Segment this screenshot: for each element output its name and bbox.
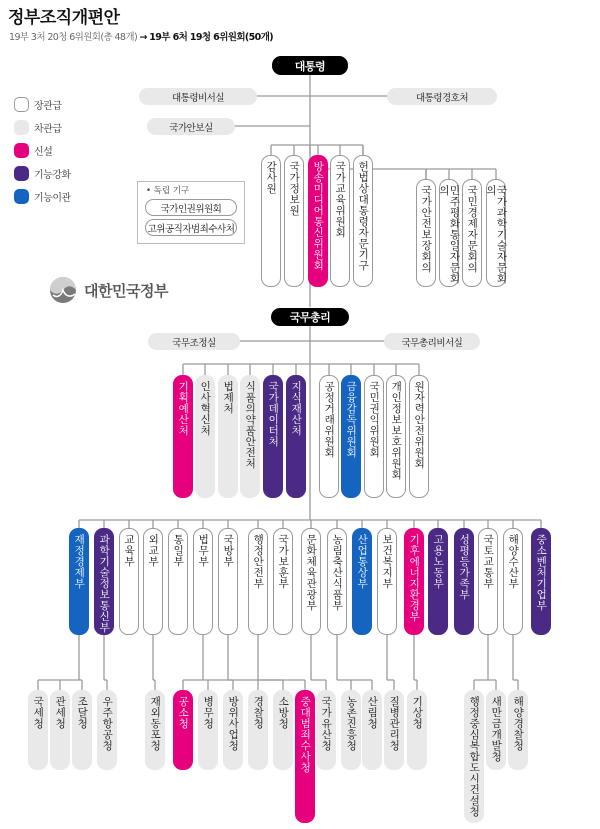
staff-presidential-security-service: 대통령경호처	[387, 88, 497, 105]
pm-org	[218, 375, 238, 498]
agency	[486, 690, 506, 770]
agency-label: 공소청	[177, 696, 190, 729]
ministry	[119, 528, 139, 635]
legend-label: 기능강화	[34, 170, 71, 181]
ministry	[193, 528, 213, 635]
agency-label: 재외동포청	[149, 696, 162, 751]
agency	[341, 690, 361, 770]
agency-label: 해양경찰청	[512, 696, 525, 751]
agency-label: 중대범죄수사청	[299, 696, 312, 773]
agency-label: 행정중심복합도시건설청	[468, 696, 481, 817]
legend-label: 차관급	[34, 124, 62, 135]
prime-minister-box: 국무총리	[271, 308, 349, 326]
agency	[223, 690, 243, 770]
president-org	[486, 179, 506, 287]
ministry-label: 법무부	[197, 534, 210, 567]
ministry	[454, 528, 474, 635]
logo-wordmark: 대한민국정부	[84, 281, 168, 300]
agency	[50, 690, 70, 770]
pm-org	[173, 375, 193, 498]
ministry	[352, 528, 372, 635]
ministry-label: 재정경제부	[73, 534, 86, 589]
ministry	[327, 528, 347, 635]
ministry	[273, 528, 293, 635]
president-org-label: 국가과학기술자문회의	[485, 185, 508, 284]
pm-org	[364, 375, 384, 498]
ministry	[94, 528, 114, 635]
pm-org	[341, 375, 361, 498]
president-org	[416, 179, 436, 287]
ministry	[69, 528, 89, 635]
pm-org	[319, 375, 339, 498]
ministry-label: 성평등가족부	[458, 534, 471, 600]
ministry-label: 과학기술정보통신부	[98, 534, 111, 633]
ministry	[143, 528, 163, 635]
agency-label: 경찰청	[252, 696, 265, 729]
government-emblem-icon	[48, 275, 78, 305]
ministry-label: 국토교통부	[482, 534, 495, 589]
ministry	[218, 528, 238, 635]
staff-office-for-government-policy-coordination: 국무조정실	[148, 333, 240, 350]
president-org	[284, 155, 304, 287]
president-org	[308, 155, 328, 287]
president-org-label: 국가안전보장회의	[420, 185, 433, 273]
independent-agency: 국가인권위원회	[145, 199, 237, 216]
agency-label: 농촌진흥청	[345, 696, 358, 751]
agency-label: 관세청	[54, 696, 67, 729]
ministry	[301, 528, 321, 635]
agency	[407, 690, 427, 770]
ministry-label: 국가보훈부	[277, 534, 290, 589]
agency-label: 소방청	[277, 696, 290, 729]
government-logo	[48, 275, 168, 305]
ministry-label: 국방부	[222, 534, 235, 567]
ministry	[428, 528, 448, 635]
legend-label: 신설	[34, 147, 53, 158]
independent-agencies-title: • 독립 기구	[146, 186, 190, 196]
president-org-label: 방송미디어통신위원회	[312, 161, 325, 271]
agency	[248, 690, 268, 770]
agency	[295, 690, 315, 823]
ministry	[531, 528, 551, 635]
president-org-label: 국가정보원	[288, 161, 301, 216]
subtitle-after: 19부 6처 19청 6위원회(50개)	[149, 32, 274, 43]
president-org-label: 국민경제자문회의	[466, 185, 479, 273]
agency-label: 병무청	[202, 696, 215, 729]
staff-national-security-office: 국가안보실	[147, 118, 235, 135]
legend-item	[14, 166, 71, 181]
ministry-label: 행정안전부	[252, 534, 265, 589]
legend-item	[14, 189, 71, 204]
ministry-label: 농림축산식품부	[331, 534, 344, 611]
ministry-label: 보건복지부	[381, 534, 394, 589]
agency	[145, 690, 165, 770]
pm-org-label: 금융감독위원회	[345, 381, 358, 458]
president-org-label: 국가교육위원회	[334, 161, 347, 238]
agency-label: 우주항공청	[101, 696, 114, 751]
pm-org-label: 기획예산처	[177, 381, 190, 436]
ministry-label: 문화체육관광부	[305, 534, 318, 611]
pm-org-label: 원자력안전위원회	[413, 381, 426, 469]
agency	[464, 690, 484, 823]
ministry-label: 산업통상부	[356, 534, 369, 589]
agency	[198, 690, 218, 770]
agency	[72, 690, 92, 770]
subtitle-arrow: →	[139, 32, 147, 43]
pm-org	[286, 375, 306, 498]
pm-org-label: 공정거래위원회	[323, 381, 336, 458]
staff-prime-minister-secretariat: 국무총리비서실	[384, 333, 480, 350]
pm-org-label: 식품의약품안전처	[244, 381, 257, 469]
ministry-label: 해양수산부	[507, 534, 520, 589]
independent-agencies-box	[137, 181, 245, 244]
agency-label: 국가유산청	[320, 696, 333, 751]
pm-org-label: 법제처	[222, 381, 235, 414]
agency-label: 방위사업청	[227, 696, 240, 751]
agency	[97, 690, 117, 770]
legend-swatch	[14, 143, 29, 158]
president-org	[261, 155, 281, 287]
agency-label: 새만금개발청	[490, 696, 503, 762]
president-box: 대통령	[272, 56, 348, 75]
agency-label: 산림청	[366, 696, 379, 729]
pm-org	[386, 375, 406, 498]
agency	[362, 690, 382, 770]
pm-org-label: 국가데이터처	[267, 381, 280, 447]
ministry-label: 통일부	[172, 534, 185, 567]
ministry	[503, 528, 523, 635]
page-title: 정부조직개편안	[8, 8, 120, 28]
ministry-label: 교육부	[123, 534, 136, 567]
independent-agency: 고위공직자범죄수사처	[145, 219, 237, 236]
president-org-label: 민주평화통일자문회의	[438, 185, 461, 284]
agency	[508, 690, 528, 770]
legend-swatch	[14, 97, 29, 112]
pm-org-label: 개인정보보호위원회	[390, 381, 403, 480]
president-org	[330, 155, 350, 287]
agency	[316, 690, 336, 770]
agency	[384, 690, 404, 770]
subtitle-before: 19부 3처 20청 6위원회(총 48개)	[9, 32, 138, 43]
ministry-label: 중소벤처기업부	[535, 534, 548, 611]
ministry	[248, 528, 268, 635]
pm-org	[409, 375, 429, 498]
legend-item	[14, 97, 61, 112]
president-org	[462, 179, 482, 287]
ministry-label: 고용노동부	[432, 534, 445, 589]
pm-org	[195, 375, 215, 498]
ministry	[404, 528, 424, 635]
ministry	[377, 528, 397, 635]
agency	[28, 690, 48, 770]
agency	[273, 690, 293, 770]
president-org	[439, 179, 459, 287]
agency	[173, 690, 193, 770]
agency-label: 질병관리청	[388, 696, 401, 751]
legend-swatch	[14, 166, 29, 181]
president-org	[353, 155, 373, 287]
ministry-label: 기후에너지환경부	[408, 534, 421, 622]
agency-label: 국세청	[32, 696, 45, 729]
legend-item	[14, 120, 61, 135]
pm-org	[240, 375, 260, 498]
ministry	[168, 528, 188, 635]
pm-org	[263, 375, 283, 498]
pm-org-label: 인사혁신처	[199, 381, 212, 436]
legend-swatch	[14, 120, 29, 135]
legend-swatch	[14, 189, 29, 204]
pm-org-label: 지식재산처	[290, 381, 303, 436]
legend-label: 기능이관	[34, 193, 71, 204]
ministry-label: 외교부	[147, 534, 160, 567]
legend-label: 장관급	[34, 101, 62, 112]
ministry	[478, 528, 498, 635]
president-org-label: 헌법상대통령자문기구	[357, 161, 370, 271]
staff-presidential-secretariat: 대통령비서실	[139, 88, 257, 105]
legend-item	[14, 143, 52, 158]
pm-org-label: 국민권익위원회	[368, 381, 381, 458]
president-org-label: 감사원	[265, 161, 278, 194]
agency-label: 기상청	[411, 696, 424, 729]
agency-label: 조달청	[76, 696, 89, 729]
